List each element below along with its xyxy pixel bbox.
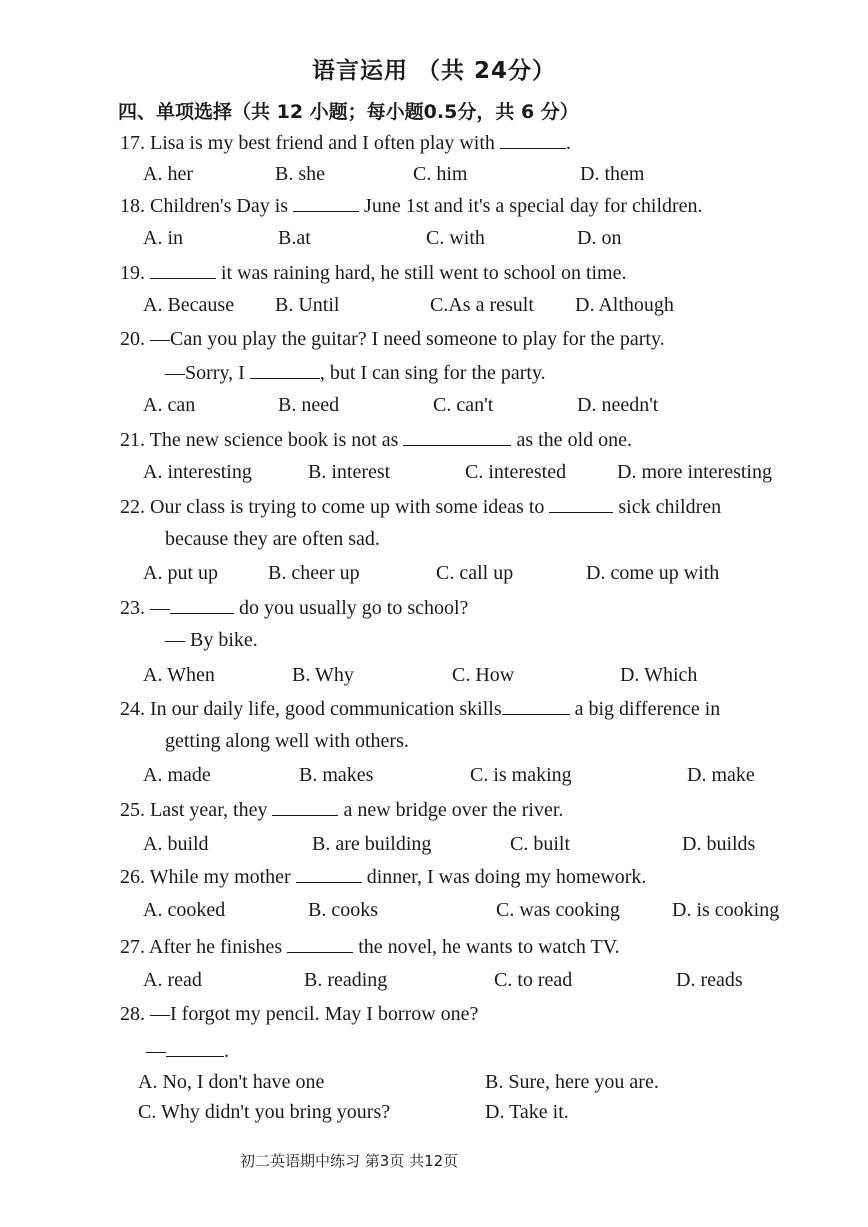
question-text: —Sorry, I [165, 362, 250, 384]
question-stem [120, 327, 665, 351]
answer-option: B. are building [312, 833, 432, 855]
question-stem [120, 1002, 478, 1026]
answer-option: A. in [143, 227, 183, 249]
question-text: as the old one. [511, 429, 632, 451]
answer-blank [403, 427, 511, 446]
section-heading: 四、单项选择（共 12 小题；每小题0.5分，共 6 分） [118, 101, 579, 123]
answer-option: D. needn't [577, 394, 659, 416]
question-stem [120, 696, 720, 721]
answer-option: D. is cooking [672, 899, 780, 921]
answer-option: A. build [143, 833, 209, 855]
answer-option: B. cheer up [268, 562, 360, 584]
answer-option: D. reads [676, 969, 743, 991]
answer-option: A. When [143, 664, 215, 686]
question-text: 26. While my mother [120, 866, 296, 888]
question-text: because they are often sad. [165, 528, 380, 550]
answer-blank [287, 934, 353, 953]
answer-option: C.As a result [430, 294, 534, 316]
question-text: sick children [613, 496, 722, 518]
question-text: 22. Our class is trying to come up with some ideas to [120, 496, 550, 518]
answer-option: A. put up [143, 562, 218, 584]
question-stem [120, 797, 563, 822]
answer-option: B. Sure, here you are. [485, 1071, 659, 1093]
question-stem-continued [165, 729, 409, 753]
answer-option: A. made [143, 764, 211, 786]
answer-option: A. her [143, 163, 193, 185]
question-text: 27. After he finishes [120, 936, 288, 958]
answer-option: C. can't [433, 394, 494, 416]
answer-option: C. Why didn't you bring yours? [138, 1101, 391, 1123]
answer-option: D. on [577, 227, 622, 249]
question-stem-continued [146, 1038, 229, 1063]
question-text: June 1st and it's a special day for children. [359, 195, 703, 217]
answer-blank [150, 260, 216, 279]
question-text: . [224, 1040, 229, 1062]
question-stem [120, 864, 646, 889]
question-stem-continued [165, 628, 258, 652]
question-text: the novel, he wants to watch TV. [353, 936, 620, 958]
question-stem-continued [165, 527, 380, 551]
question-stem [120, 595, 468, 620]
section-title: 语言运用 （共 24分） [311, 58, 557, 84]
question-text: 17. Lisa is my best friend and I often play with [120, 132, 500, 154]
answer-option: B. need [278, 394, 340, 416]
question-text: a new bridge over the river. [338, 799, 564, 821]
answer-option: D. Take it. [485, 1101, 569, 1123]
answer-blank [250, 360, 320, 379]
question-text: 23. — [120, 597, 170, 619]
answer-option: A. can [143, 394, 196, 416]
answer-option: D. them [580, 163, 645, 185]
answer-option: C. interested [465, 461, 567, 483]
answer-option: C. him [413, 163, 468, 185]
answer-blank [293, 193, 359, 212]
answer-option: C. How [452, 664, 515, 686]
answer-blank [166, 1038, 224, 1057]
question-text: a big difference in [569, 698, 721, 720]
question-text: 28. —I forgot my pencil. May I borrow one? [120, 1003, 479, 1025]
question-text: 19. [120, 262, 150, 284]
question-stem [120, 427, 632, 452]
question-stem [120, 193, 703, 218]
answer-blank [502, 696, 570, 715]
question-text: 18. Children's Day is [120, 195, 294, 217]
question-stem [120, 260, 627, 285]
question-text: , but I can sing for the party. [319, 362, 546, 384]
question-text: getting along well with others. [165, 730, 409, 752]
question-text: do you usually go to school? [234, 597, 469, 619]
answer-blank [549, 494, 613, 513]
question-text: 20. —Can you play the guitar? I need someone to play for the party. [120, 328, 665, 350]
answer-option: D. builds [682, 833, 756, 855]
answer-option: D. Which [620, 664, 698, 686]
answer-blank [272, 797, 338, 816]
question-text: 21. The new science book is not as [120, 429, 404, 451]
answer-option: C. with [426, 227, 485, 249]
answer-option: C. to read [494, 969, 573, 991]
answer-option: C. was cooking [496, 899, 620, 921]
question-text: — By bike. [165, 629, 258, 651]
question-text: it was raining hard, he still went to school on time. [216, 262, 627, 284]
answer-blank [500, 130, 566, 149]
answer-blank [170, 595, 234, 614]
question-text: — [146, 1040, 166, 1062]
question-text: dinner, I was doing my homework. [361, 866, 647, 888]
answer-option: D. more interesting [617, 461, 772, 483]
answer-option: D. make [687, 764, 755, 786]
question-text: 25. Last year, they [120, 799, 273, 821]
page-footer: 初二英语期中练习 第3页 共12页 [240, 1152, 459, 1170]
answer-option: A. Because [143, 294, 235, 316]
question-text: 24. In our daily life, good communication skills [120, 698, 502, 720]
answer-option: A. read [143, 969, 202, 991]
answer-option: B. Why [292, 664, 354, 686]
answer-option: C. built [510, 833, 571, 855]
answer-option: D. Although [575, 294, 674, 316]
answer-option: B. she [275, 163, 325, 185]
answer-option: B.at [278, 227, 311, 249]
answer-option: B. Until [275, 294, 340, 316]
answer-option: C. is making [470, 764, 572, 786]
question-stem [120, 494, 721, 519]
answer-option: B. makes [299, 764, 374, 786]
answer-option: B. cooks [308, 899, 378, 921]
answer-option: B. reading [304, 969, 388, 991]
question-stem [120, 130, 571, 155]
question-text: . [565, 132, 571, 154]
answer-option: D. come up with [586, 562, 720, 584]
question-stem [120, 934, 620, 959]
answer-option: A. interesting [143, 461, 252, 483]
answer-option: A. No, I don't have one [138, 1071, 325, 1093]
answer-option: C. call up [436, 562, 514, 584]
answer-blank [296, 864, 362, 883]
question-stem-continued [165, 360, 546, 385]
answer-option: A. cooked [143, 899, 226, 921]
answer-option: B. interest [308, 461, 391, 483]
